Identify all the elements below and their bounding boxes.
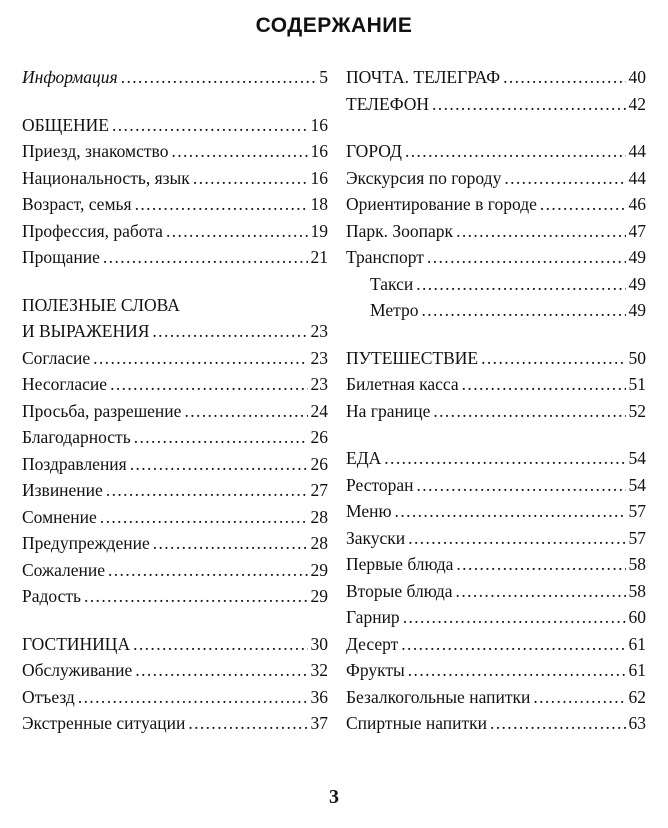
toc-entry-page: 60 — [628, 607, 646, 627]
dot-leader — [456, 218, 625, 245]
toc-entry-title: ОБЩЕНИЕ — [22, 114, 109, 135]
toc-entry-title: Предупреждение — [22, 533, 150, 553]
toc-entry-page: 42 — [628, 93, 646, 114]
toc-entry-title: Безалкогольные напитки — [346, 686, 531, 707]
dot-leader — [193, 165, 308, 192]
toc-entry-title: И ВЫРАЖЕНИЯ — [22, 321, 150, 341]
toc-entry[interactable] — [22, 451, 328, 478]
toc-entry-title: ЕДА — [346, 448, 382, 468]
toc-entry-page: 21 — [310, 247, 328, 267]
toc-entry[interactable] — [346, 657, 646, 684]
dot-leader — [153, 530, 308, 557]
toc-entry-page: 19 — [310, 220, 328, 241]
toc-entry[interactable] — [346, 244, 646, 271]
dot-leader — [533, 684, 625, 711]
dot-leader — [78, 684, 308, 711]
toc-entry-page: 50 — [628, 347, 646, 368]
toc-entry-page: 28 — [310, 533, 328, 553]
toc-entry-page: 57 — [628, 501, 646, 521]
toc-entry[interactable] — [346, 445, 646, 472]
dot-leader — [503, 64, 625, 91]
toc-entry-page: 49 — [628, 300, 646, 320]
toc-entry[interactable] — [346, 371, 646, 398]
toc-entry-page: 46 — [628, 194, 646, 214]
toc-entry[interactable] — [22, 657, 328, 684]
dot-leader — [93, 345, 307, 372]
toc-entry-title: Вторые блюда — [346, 580, 453, 601]
toc-entry-page: 26 — [310, 427, 328, 447]
toc-entry-page: 18 — [310, 194, 328, 214]
toc-entry[interactable] — [22, 318, 328, 345]
dot-leader — [408, 657, 626, 684]
toc-entry[interactable] — [346, 631, 646, 658]
toc-entry[interactable] — [346, 710, 646, 737]
toc-entry[interactable] — [346, 578, 646, 605]
toc-entry-title: На границе — [346, 400, 431, 421]
toc-entry[interactable] — [22, 530, 328, 557]
toc-entry-title: ПОЧТА. ТЕЛЕГРАФ — [346, 67, 501, 87]
toc-entry-page: 61 — [628, 660, 646, 680]
toc-entry-title: Согласие — [22, 347, 91, 368]
dot-leader — [135, 191, 308, 218]
toc-entry-page: 29 — [310, 559, 328, 580]
toc-entry-title: Такси — [370, 273, 414, 294]
dot-leader — [405, 138, 626, 165]
toc-right-column — [346, 64, 646, 737]
toc-entry[interactable] — [22, 504, 328, 531]
toc-entry-page: 51 — [628, 374, 646, 394]
dot-leader — [417, 472, 626, 499]
dot-leader — [106, 477, 308, 504]
toc-entry-title: Ресторан — [346, 474, 414, 495]
toc-entry-title: Парк. Зоопарк — [346, 220, 454, 241]
toc-entry-title: Меню — [346, 501, 392, 521]
toc-entry[interactable] — [22, 477, 328, 504]
toc-entry[interactable] — [22, 112, 328, 139]
toc-entry-page: 44 — [628, 167, 646, 188]
toc-entry-title: Билетная касса — [346, 374, 459, 394]
toc-entry-title: ТЕЛЕФОН — [346, 93, 430, 114]
toc-entry[interactable] — [346, 64, 646, 91]
toc-entry-title: Прощание — [22, 247, 100, 267]
dot-leader — [84, 583, 308, 610]
toc-entry[interactable] — [22, 583, 328, 610]
toc-entry-title: Благодарность — [22, 427, 131, 447]
toc-entry-title: Сомнение — [22, 506, 97, 527]
toc-left-column — [22, 64, 328, 737]
toc-entry-page: 29 — [310, 586, 328, 606]
toc-entry-page: 57 — [628, 527, 646, 548]
toc-entry-page: 63 — [628, 713, 646, 733]
toc-entry-title: Метро — [370, 300, 419, 320]
toc-entry-page: 26 — [310, 453, 328, 474]
dot-leader — [401, 631, 625, 658]
toc-entry-page: 58 — [628, 554, 646, 574]
dot-leader — [456, 578, 626, 605]
toc-entry-page: 16 — [310, 141, 328, 161]
dot-leader — [427, 244, 626, 271]
toc-entry[interactable] — [22, 165, 328, 192]
toc-entry[interactable] — [22, 244, 328, 271]
dot-leader — [395, 498, 626, 525]
dot-leader — [121, 64, 317, 91]
toc-title: СОДЕРЖАНИЕ — [255, 14, 413, 37]
toc-entry-title: Обслуживание — [22, 660, 133, 680]
toc-entry-page: 28 — [310, 506, 328, 527]
toc-section-heading: ПОЛЕЗНЫЕ СЛОВА — [22, 294, 180, 315]
toc-entry-title: Просьба, разрешение — [22, 400, 182, 421]
toc-entry[interactable] — [346, 191, 646, 218]
dot-leader — [432, 91, 625, 118]
dot-leader — [188, 710, 307, 737]
toc-entry-page: 49 — [628, 273, 646, 294]
dot-leader — [108, 557, 308, 584]
toc-entry-page: 58 — [628, 580, 646, 601]
toc-entry[interactable] — [22, 64, 328, 91]
dot-leader — [490, 710, 626, 737]
dot-leader — [408, 525, 625, 552]
toc-entry-title: Фрукты — [346, 660, 405, 680]
toc-entry-title: ПУТЕШЕСТВИЕ — [346, 347, 479, 368]
dot-leader — [462, 371, 626, 398]
toc-entry-page: 16 — [310, 114, 328, 135]
toc-entry-page: 27 — [310, 480, 328, 500]
dot-leader — [134, 424, 308, 451]
dot-leader — [433, 398, 625, 425]
toc-entry[interactable] — [22, 710, 328, 737]
toc-entry-page: 61 — [628, 633, 646, 654]
toc-entry-page: 44 — [628, 141, 646, 161]
toc-entry-title: Десерт — [346, 633, 399, 654]
toc-entry[interactable] — [22, 345, 328, 372]
toc-entry-title: Экскурсия по городу — [346, 167, 502, 188]
toc-entry-title: Сожаление — [22, 559, 105, 580]
toc-entry-title: Извинение — [22, 480, 103, 500]
toc-entry-page: 54 — [628, 448, 646, 468]
toc-entry[interactable] — [346, 398, 646, 425]
toc-entry-page: 47 — [628, 220, 646, 241]
dot-leader — [112, 112, 308, 139]
toc-entry[interactable] — [22, 218, 328, 245]
toc-entry-title: Ориентирование в городе — [346, 194, 537, 214]
dot-leader — [152, 318, 307, 345]
toc-entry-title: Радость — [22, 586, 81, 606]
toc-entry-page: 62 — [628, 686, 646, 707]
toc-entry[interactable] — [22, 371, 328, 398]
toc-entry[interactable] — [346, 498, 646, 525]
toc-entry[interactable] — [346, 604, 646, 631]
dot-leader — [166, 218, 308, 245]
toc-entry-page: 36 — [310, 686, 328, 707]
toc-entry-page: 32 — [310, 660, 328, 680]
toc-entry-title: Информация — [22, 67, 118, 87]
toc-entry-page: 23 — [310, 347, 328, 368]
dot-leader — [110, 371, 307, 398]
toc-entry-title: Транспорт — [346, 247, 424, 267]
toc-entry-title: Поздравления — [22, 453, 127, 474]
toc-entry[interactable] — [346, 91, 646, 118]
toc-entry[interactable] — [346, 297, 646, 324]
toc-entry-page: 49 — [628, 247, 646, 267]
toc-entry-page: 16 — [310, 167, 328, 188]
toc-entry[interactable] — [346, 218, 646, 245]
toc-entry-page: 30 — [310, 633, 328, 654]
dot-leader — [103, 244, 308, 271]
toc-entry-title: Гарнир — [346, 607, 400, 627]
toc-entry[interactable] — [22, 424, 328, 451]
toc-entry[interactable] — [346, 345, 646, 372]
toc-entry-page: 23 — [310, 321, 328, 341]
toc-entry-title: Профессия, работа — [22, 220, 163, 241]
toc-entry[interactable] — [346, 684, 646, 711]
toc-entry[interactable] — [346, 271, 646, 298]
toc-entry[interactable] — [22, 684, 328, 711]
toc-entry-page: 5 — [319, 67, 328, 87]
toc-entry-page: 40 — [628, 67, 646, 87]
toc-entry-title: Возраст, семья — [22, 194, 132, 214]
dot-leader — [504, 165, 625, 192]
dot-leader — [403, 604, 626, 631]
dot-leader — [456, 551, 625, 578]
dot-leader — [540, 191, 626, 218]
toc-entry[interactable] — [22, 631, 328, 658]
toc-entry[interactable] — [22, 191, 328, 218]
toc-entry[interactable] — [346, 551, 646, 578]
toc-entry-title: Национальность, язык — [22, 167, 190, 188]
dot-leader — [416, 271, 625, 298]
toc-entry[interactable] — [346, 472, 646, 499]
page-number: 3 — [329, 786, 339, 808]
dot-leader — [130, 451, 308, 478]
toc-entry-title: Приезд, знакомство — [22, 141, 169, 161]
dot-leader — [481, 345, 625, 372]
toc-entry[interactable] — [22, 138, 328, 165]
toc-entry-page: 54 — [628, 474, 646, 495]
toc-entry[interactable] — [346, 138, 646, 165]
dot-leader — [133, 631, 307, 658]
toc-entry[interactable] — [346, 525, 646, 552]
toc-entry-page: 24 — [310, 400, 328, 421]
dot-leader — [384, 445, 625, 472]
toc-entry[interactable] — [346, 165, 646, 192]
toc-entry-title: Отъезд — [22, 686, 75, 707]
toc-entry-title: ГОРОД — [346, 141, 402, 161]
dot-leader — [184, 398, 307, 425]
toc-entry[interactable] — [22, 398, 328, 425]
toc-entry-title: Экстренные ситуации — [22, 713, 186, 733]
toc-entry-title: Закуски — [346, 527, 406, 548]
toc-entry-title: ГОСТИНИЦА — [22, 633, 131, 654]
toc-entry-title: Спиртные напитки — [346, 713, 487, 733]
dot-leader — [421, 297, 625, 324]
dot-leader — [171, 138, 307, 165]
toc-entry-page: 23 — [310, 374, 328, 394]
dot-leader — [100, 504, 308, 531]
dot-leader — [135, 657, 307, 684]
toc-entry-title: Несогласие — [22, 374, 108, 394]
toc-entry[interactable] — [22, 557, 328, 584]
toc-entry-page: 52 — [628, 400, 646, 421]
toc-entry-title: Первые блюда — [346, 554, 454, 574]
toc-entry-page: 37 — [310, 713, 328, 733]
